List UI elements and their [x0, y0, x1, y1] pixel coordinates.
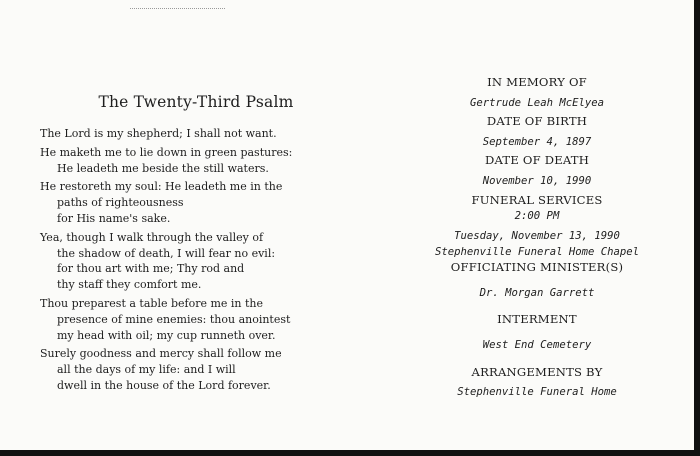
verse-line: The Lord is my shepherd; I shall not want.	[40, 127, 277, 140]
psalm-verse	[40, 179, 340, 226]
verse-line: my head with oil; my cup runneth over.	[57, 328, 276, 342]
interment-place: West End Cemetery	[482, 339, 592, 351]
verse-line: Thou preparest a table before me in the	[40, 296, 264, 310]
verse-line: He leadeth me beside the still waters.	[57, 161, 269, 175]
psalm-verse	[40, 346, 340, 393]
verse-line: for thou art with me; Thy rod and	[57, 262, 245, 276]
verse-line: He maketh me to lie down in green pastures:	[40, 145, 293, 159]
psalm-title: The Twenty-Third Psalm	[98, 93, 294, 111]
death-label: DATE OF DEATH	[484, 153, 590, 167]
psalm-verse	[40, 296, 340, 343]
verse-line: presence of mine enemies: thou anointest	[57, 312, 291, 326]
arrangements-label: ARRANGEMENTS BY	[471, 365, 603, 379]
services-label: FUNERAL SERVICES	[471, 193, 603, 207]
psalm-section	[40, 93, 340, 394]
services-time: 2:00 PM	[514, 210, 560, 222]
birth-date: September 4, 1897	[482, 136, 592, 148]
verse-line: paths of righteousness	[57, 196, 184, 210]
verse-line: Surely goodness and mercy shall follow me	[40, 347, 282, 361]
verse-line: thy staff they comfort me.	[57, 278, 202, 292]
birth-label: DATE OF BIRTH	[486, 114, 588, 128]
in-memory-label: IN MEMORY OF	[487, 75, 587, 89]
verse-line: He restoreth my soul: He leadeth me in the	[40, 180, 283, 194]
minister-label: OFFICIATING MINISTER(S)	[450, 260, 624, 274]
verse-line: all the days of my life: and I will	[57, 363, 236, 377]
services-place: Stephenville Funeral Home Chapel	[434, 246, 640, 258]
verse-line: Yea, though I walk through the valley of	[40, 230, 264, 244]
verse-line: dwell in the house of the Lord forever.	[57, 378, 271, 392]
verse-line: for His name's sake.	[57, 211, 171, 225]
minister-name: Dr. Morgan Garrett	[479, 287, 595, 299]
verse-line: the shadow of death, I will fear no evil:	[57, 246, 276, 260]
arrangements-by: Stephenville Funeral Home	[457, 386, 617, 398]
death-date: November 10, 1990	[482, 175, 592, 187]
psalm-verse	[40, 145, 340, 177]
memorial-details	[402, 74, 672, 400]
services-date: Tuesday, November 13, 1990	[454, 230, 620, 242]
interment-label: INTERMENT	[497, 312, 577, 326]
psalm-verse	[40, 230, 340, 293]
scan-mark	[130, 8, 225, 12]
psalm-verse	[40, 126, 340, 142]
deceased-name: Gertrude Leah McElyea	[470, 97, 604, 109]
